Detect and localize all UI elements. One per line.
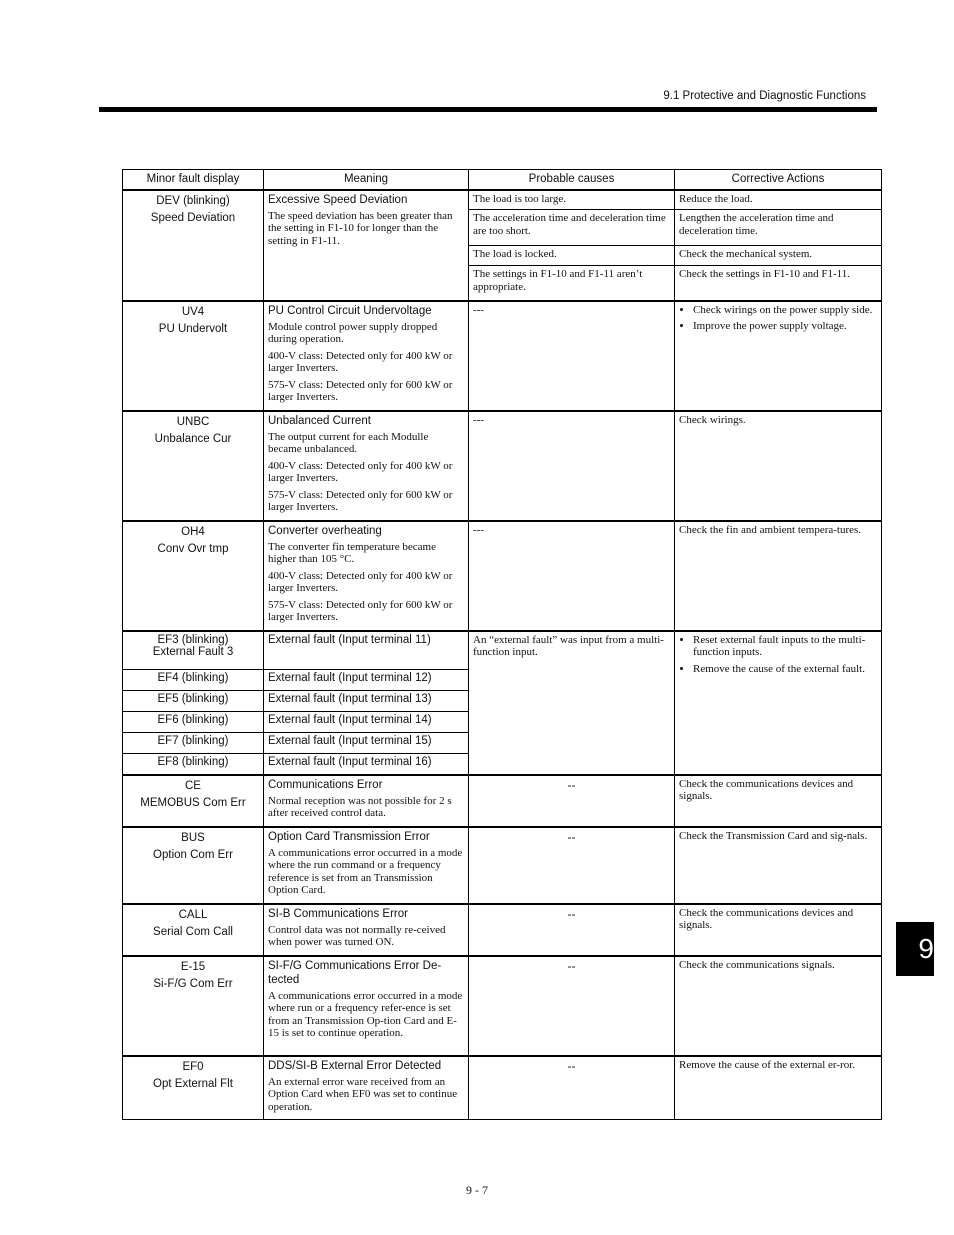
header-rule — [99, 107, 877, 112]
action-bullet: • Check wirings on the power supply side. — [693, 304, 877, 317]
corrective-action: Check the Transmission Card and sig-nals. — [675, 827, 882, 904]
probable-cause: -- — [469, 956, 675, 1056]
table-row — [123, 190, 882, 210]
probable-cause: --- — [469, 521, 675, 631]
section-header: 9.1 Protective and Diagnostic Functions — [663, 90, 866, 102]
corrective-action: Check the fin and ambient tempera-tures. — [675, 521, 882, 631]
table-header-row — [123, 170, 882, 190]
fault-display: EF7 (blinking) — [123, 733, 264, 754]
action-bullet: • Remove the cause of the external fault. — [693, 663, 877, 676]
fault-display: UNBC Unbalance Cur — [123, 411, 264, 521]
table-row — [123, 827, 882, 904]
fault-meaning: SI-F/G Communications Error De-tected A communications error occurred in a mode where run or a frequency refer-ence is set from an Transmission Op-tion Card and E-15 is set to continue operation. — [264, 956, 469, 1056]
probable-cause: -- — [469, 904, 675, 956]
probable-cause: The settings in F1-10 and F1-11 aren’t appropriate. — [469, 266, 675, 301]
action-bullet: • Reset external fault inputs to the multi-function inputs. — [693, 634, 877, 659]
fault-meaning: External fault (Input terminal 14) — [264, 712, 469, 733]
table-row — [123, 904, 882, 956]
column-header: Minor fault display — [123, 170, 264, 190]
corrective-action: Lengthen the acceleration time and deceleration time. — [675, 210, 882, 246]
fault-meaning: External fault (Input terminal 11) — [264, 631, 469, 670]
fault-meaning: Unbalanced Current The output current for each Modulle became unbalanced. 400-V class: Detected only for 400 kW or larger Inverters. 575-V class: Detected only for 600 kW or larger Inverters. — [264, 411, 469, 521]
fault-display: EF4 (blinking) — [123, 670, 264, 691]
table-row — [123, 775, 882, 827]
fault-display: E-15 Si-F/G Com Err — [123, 956, 264, 1056]
fault-meaning: SI-B Communications Error Control data was not normally re-ceived when power was turned ON. — [264, 904, 469, 956]
probable-cause: The acceleration time and deceleration time are too short. — [469, 210, 675, 246]
chapter-tab: 9 — [896, 922, 934, 976]
fault-display: BUS Option Com Err — [123, 827, 264, 904]
fault-meaning: Option Card Transmission Error A communications error occurred in a mode where the run command or a frequency reference is set from an Transmission Option Card. — [264, 827, 469, 904]
fault-display: EF8 (blinking) — [123, 754, 264, 775]
fault-display: CE MEMOBUS Com Err — [123, 775, 264, 827]
probable-cause: The load is locked. — [469, 246, 675, 266]
fault-display: EF3 (blinking) External Fault 3 — [123, 631, 264, 670]
fault-meaning: DDS/SI-B External Error Detected An external error ware received from an Option Card when EF0 was set to continue operation. — [264, 1056, 469, 1120]
corrective-action: Check the communications devices and signals. — [675, 904, 882, 956]
probable-cause: -- — [469, 1056, 675, 1120]
fault-meaning: External fault (Input terminal 12) — [264, 670, 469, 691]
corrective-action: Remove the cause of the external er-ror. — [675, 1056, 882, 1120]
table-row — [123, 631, 882, 670]
minor-fault-table — [122, 169, 882, 1120]
probable-cause: --- — [469, 301, 675, 411]
fault-display: EF6 (blinking) — [123, 712, 264, 733]
action-bullet: • Improve the power supply voltage. — [693, 320, 877, 333]
fault-display: EF0 Opt External Flt — [123, 1056, 264, 1120]
fault-meaning: External fault (Input terminal 15) — [264, 733, 469, 754]
fault-meaning: PU Control Circuit Undervoltage Module control power supply dropped during operation. 400-V class: Detected only for 400 kW or larger Inverters. 575-V class: Detected only for 600 kW or larger Inverters. — [264, 301, 469, 411]
table-row — [123, 1056, 882, 1120]
table-row — [123, 411, 882, 521]
corrective-action — [675, 301, 882, 411]
corrective-action: Check the settings in F1-10 and F1-11. — [675, 266, 882, 301]
fault-meaning: Excessive Speed Deviation The speed deviation has been greater than the setting in F1-10 for longer than the setting in F1-11. — [264, 190, 469, 301]
fault-meaning: External fault (Input terminal 16) — [264, 754, 469, 775]
fault-meaning: External fault (Input terminal 13) — [264, 691, 469, 712]
column-header: Corrective Actions — [675, 170, 882, 190]
table-row — [123, 521, 882, 631]
probable-cause: -- — [469, 827, 675, 904]
table-row — [123, 301, 882, 411]
corrective-action: Check the communications signals. — [675, 956, 882, 1056]
column-header: Meaning — [264, 170, 469, 190]
corrective-action: Check the communications devices and signals. — [675, 775, 882, 827]
corrective-action: Check wirings. — [675, 411, 882, 521]
column-header: Probable causes — [469, 170, 675, 190]
corrective-action: Check the mechanical system. — [675, 246, 882, 266]
probable-cause: The load is too large. — [469, 190, 675, 210]
probable-cause: -- — [469, 775, 675, 827]
fault-meaning: Communications Error Normal reception was not possible for 2 s after received control data. — [264, 775, 469, 827]
fault-display: OH4 Conv Ovr tmp — [123, 521, 264, 631]
fault-meaning: Converter overheating The converter fin temperature became higher than 105 °C. 400-V class: Detected only for 400 kW or larger Inverters. 575-V class: Detected only for 600 kW or larger Inverters. — [264, 521, 469, 631]
table-row — [123, 956, 882, 1056]
fault-display: EF5 (blinking) — [123, 691, 264, 712]
fault-display: CALL Serial Com Call — [123, 904, 264, 956]
corrective-action — [675, 631, 882, 775]
corrective-action: Reduce the load. — [675, 190, 882, 210]
fault-display: DEV (blinking) Speed Deviation — [123, 190, 264, 301]
fault-display: UV4 PU Undervolt — [123, 301, 264, 411]
page-number: 9 - 7 — [466, 1183, 488, 1197]
probable-cause: --- — [469, 411, 675, 521]
probable-cause: An “external fault” was input from a multi-function input. — [469, 631, 675, 775]
